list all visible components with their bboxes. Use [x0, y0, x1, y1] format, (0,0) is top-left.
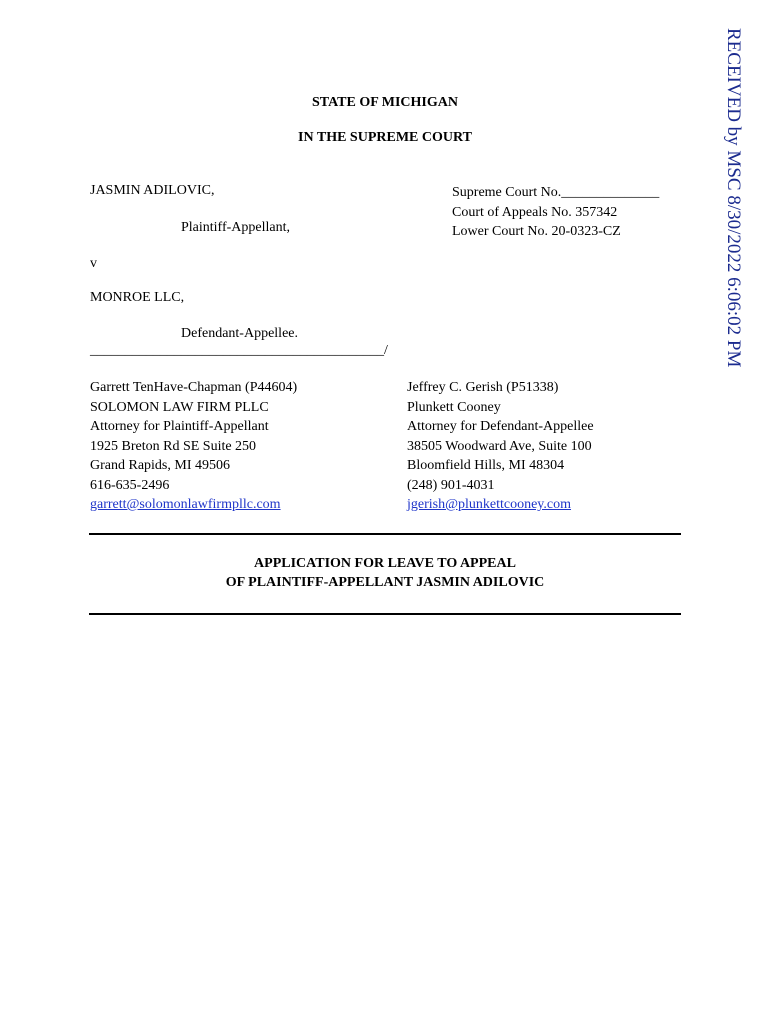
plaintiff-phone: 616-635-2496 [90, 477, 170, 493]
title-top-rule [89, 533, 681, 535]
received-stamp: RECEIVED by MSC 8/30/2022 6:06:02 PM [723, 28, 744, 368]
caption-line: __________________________________________/ [90, 343, 388, 358]
defendant-attorney-name: Jeffrey C. Gerish (P51338) [407, 380, 559, 395]
title-bottom-rule [89, 613, 681, 615]
plaintiff-email-link[interactable]: garrett@solomonlawfirmpllc.com [90, 497, 281, 512]
defendant-firm: Plunkett Cooney [407, 399, 501, 415]
defendant-address-line2: Bloomfield Hills, MI 48304 [407, 458, 565, 473]
court-heading: IN THE SUPREME COURT [298, 130, 472, 145]
plaintiff-attorney-role: Attorney for Plaintiff-Appellant [90, 419, 269, 434]
plaintiff-name: JASMIN ADILOVIC, [90, 183, 215, 198]
case-numbers [452, 183, 659, 242]
defendant-address-line1: 38505 Woodward Ave, Suite 100 [407, 438, 592, 454]
lower-court-number: Lower Court No. 20-0323-CZ [452, 224, 621, 239]
plaintiff-attorney-name: Garrett TenHave-Chapman (P44604) [90, 380, 298, 395]
plaintiff-role: Plaintiff-Appellant, [181, 220, 290, 235]
supreme-court-number: Supreme Court No.______________ [452, 185, 660, 200]
versus: v [90, 256, 97, 271]
defendant-counsel-block [407, 378, 594, 515]
defendant-attorney-role: Attorney for Defendant-Appellee [407, 419, 594, 434]
plaintiff-counsel-block [90, 378, 297, 515]
document-title-line2: OF PLAINTIFF-APPELLANT JASMIN ADILOVIC [225, 575, 545, 590]
document-title-line1: APPLICATION FOR LEAVE TO APPEAL [254, 556, 516, 571]
plaintiff-firm: SOLOMON LAW FIRM PLLC [90, 399, 269, 415]
plaintiff-address-line1: 1925 Breton Rd SE Suite 250 [90, 438, 257, 454]
state-heading: STATE OF MICHIGAN [312, 95, 458, 110]
defendant-name: MONROE LLC, [90, 290, 185, 305]
defendant-email-link[interactable]: jgerish@plunkettcooney.com [407, 497, 572, 512]
plaintiff-address-line2: Grand Rapids, MI 49506 [90, 458, 230, 473]
defendant-role: Defendant-Appellee. [181, 326, 298, 341]
court-of-appeals-number: Court of Appeals No. 357342 [452, 204, 618, 220]
defendant-phone: (248) 901-4031 [407, 477, 495, 493]
